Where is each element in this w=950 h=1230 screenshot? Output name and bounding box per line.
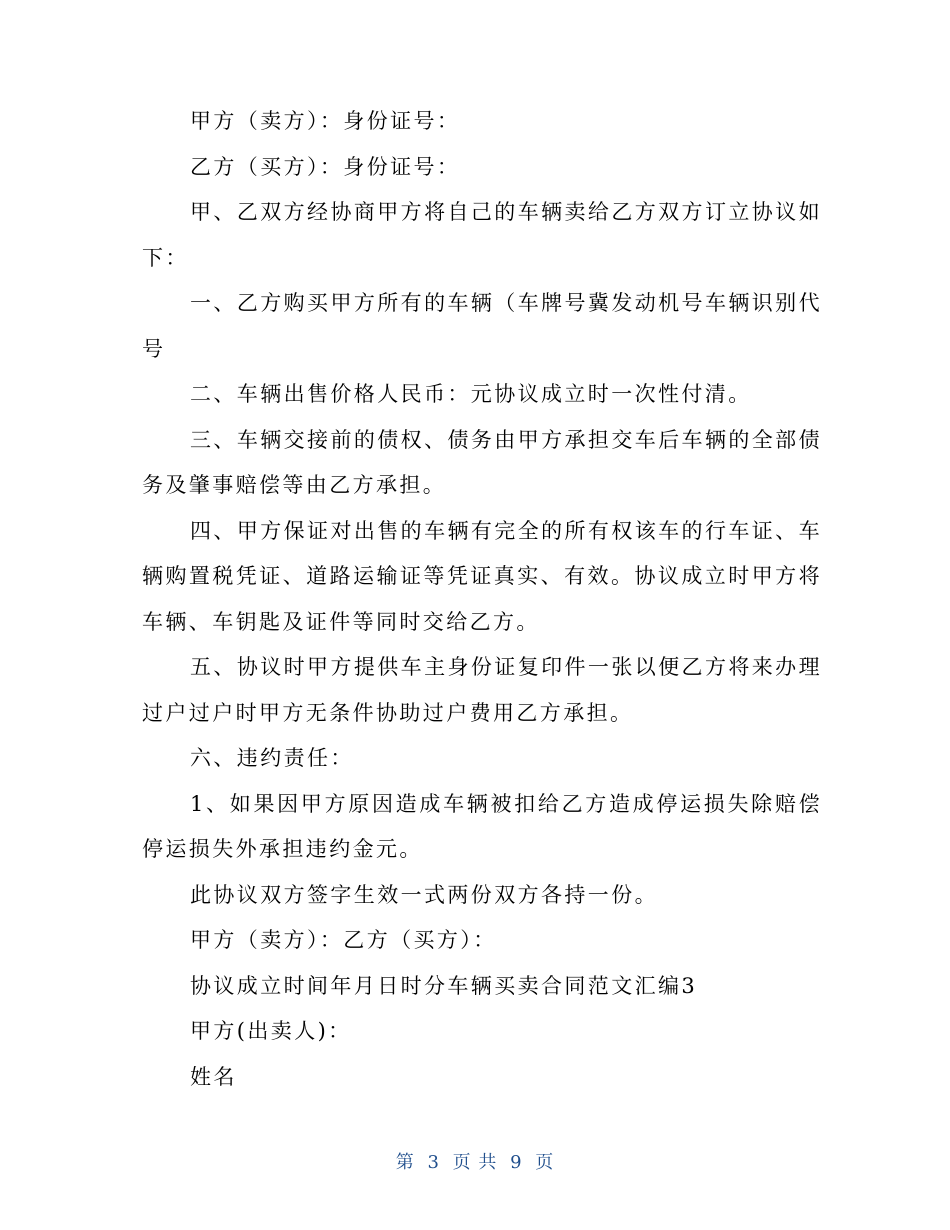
paragraph-clause-1: 一、乙方购买甲方所有的车辆（车牌号冀发动机号车辆识别代号 — [142, 291, 822, 361]
paragraph-effect: 此协议双方签字生效一式两份双方各持一份。 — [190, 882, 658, 907]
footer-total-pages: 9 — [510, 1152, 523, 1173]
paragraph-clause-6-1: 1、如果因甲方原因造成车辆被扣给乙方造成停运损失除赔偿停运损失外承担违约金元。 — [142, 791, 822, 861]
paragraph-clause-2: 二、车辆出售价格人民币：元协议成立时一次性付清。 — [190, 382, 752, 406]
paragraph-date-title: 协议成立时间年月日时分车辆买卖合同范文汇编3 — [190, 973, 698, 998]
paragraph-clause-6: 六、违约责任： — [190, 746, 354, 770]
paragraph-seller-id: 甲方（卖方）：身份证号： — [190, 109, 461, 133]
footer-page-number: 3 — [427, 1152, 440, 1173]
document-body — [142, 99, 822, 1100]
paragraph-clause-3: 三、车辆交接前的债权、债务由甲方承担交车后车辆的全部债务及肇事赔偿等由乙方承担。 — [142, 427, 822, 497]
paragraph-buyer-id: 乙方（买方）：身份证号： — [190, 154, 461, 179]
paragraph-seller-label: 甲方(出卖人)： — [190, 1019, 352, 1043]
paragraph-clause-4: 四、甲方保证对出售的车辆有完全的所有权该车的行车证、车辆购置税凭证、道路运输证等凭证真实、有效。协议成立时甲方将车辆、车钥匙及证件等同时交给乙方。 — [142, 518, 822, 634]
page-footer — [0, 1148, 950, 1174]
footer-suffix: 页 — [535, 1152, 555, 1173]
paragraph-intro: 甲、乙双方经协商甲方将自己的车辆卖给乙方双方订立协议如下： — [142, 200, 822, 270]
paragraph-clause-5: 五、协议时甲方提供车主身份证复印件一张以便乙方将来办理过户过户时甲方无条件协助过户费用乙方承担。 — [142, 655, 822, 725]
paragraph-signatures: 甲方（卖方）：乙方（买方）： — [190, 928, 497, 952]
footer-middle: 页 共 — [452, 1152, 498, 1173]
paragraph-name-label: 姓名 — [190, 1064, 237, 1089]
footer-prefix: 第 — [395, 1152, 415, 1173]
